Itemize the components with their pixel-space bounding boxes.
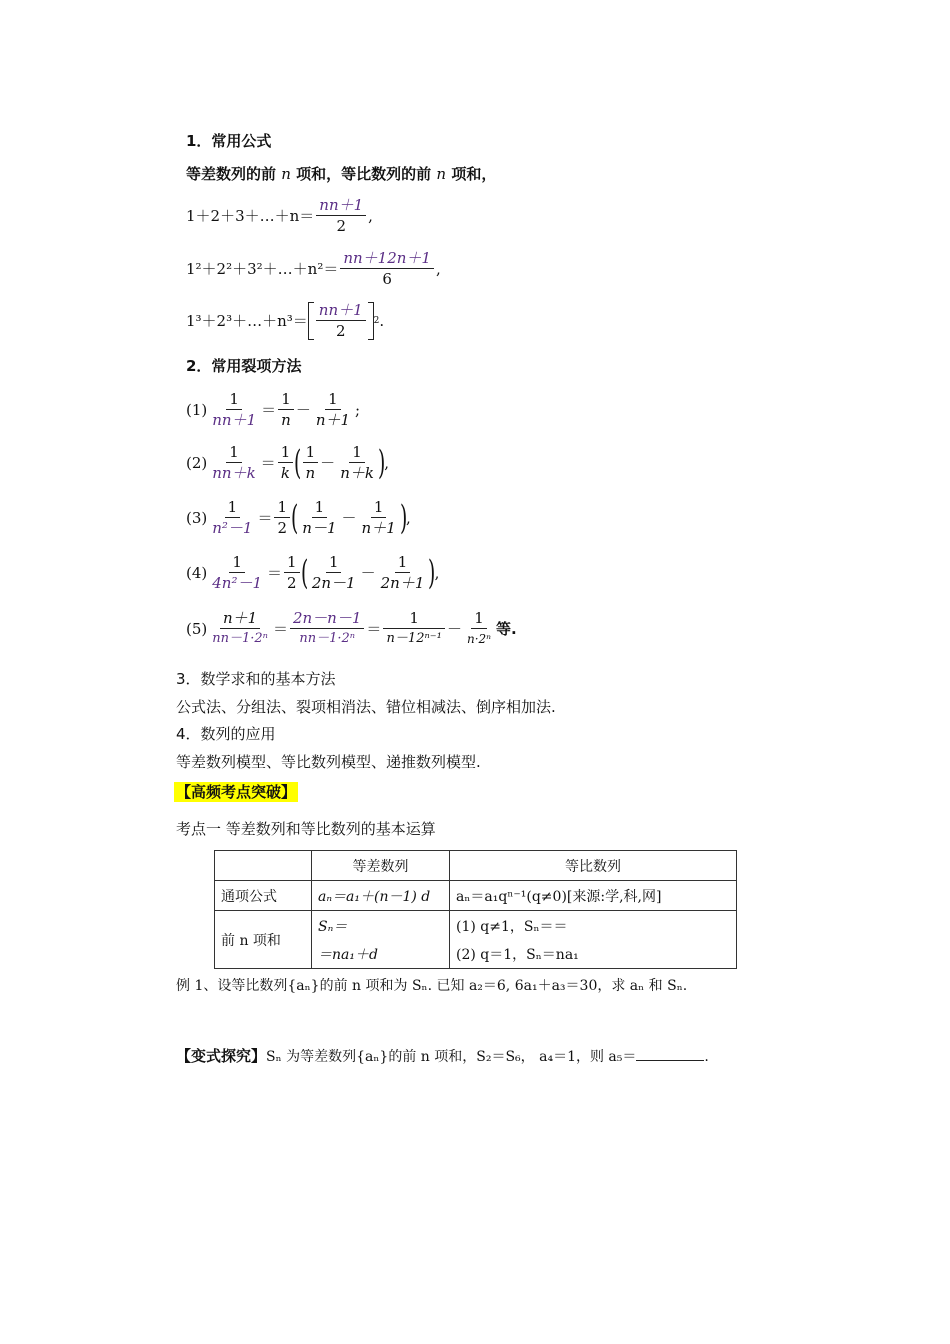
formula-sum-n: 1＋2＋3＋…＋n＝ $\frac{nn+1}{2}$ , (186, 196, 373, 235)
example-1: 例 1、设等比数列{aₙ}的前 n 项和为 Sₙ. 已知 a₂＝6, 6a₁＋a₃＝30，求 aₙ 和 Sₙ. (176, 978, 688, 994)
key-point-1: 考点一 等差数列和等比数列的基本运算 (176, 820, 436, 838)
split-formula-4: (4) $\frac{1}{\text{4n²－1}}$ ＝ $\frac{1}{2}$ ( $\frac{1}{2n-1}$ － $\frac{1}{2n+1}$ ) , (186, 552, 440, 593)
row-label-general-term: 通项公式 (215, 881, 312, 911)
variant-exploration: 【变式探究】Sₙ 为等差数列{aₙ}的前 n 项和，S₂＝S₆， a₄＝1，则 a₅＝ . (176, 1047, 709, 1065)
highlight-heading: 【高频考点突破】 (176, 783, 297, 801)
section-2-heading: 2．常用裂项方法 (186, 357, 302, 375)
formula-sum-cubes: 1³＋2³＋…＋n³＝ $\frac{nn+1}{2}$ 2 . (186, 301, 385, 340)
section-3-heading: 3．数学求和的基本方法 (176, 670, 336, 688)
split-formula-1: (1) $\frac{1}{nn+1}$ ＝ $\frac{1}{n}$ － $\frac{1}{n+1}$ ; (186, 390, 361, 429)
section-1-intro: 等差数列的前 n 项和，等比数列的前 n 项和， (186, 165, 497, 183)
section-4-heading: 4．数列的应用 (176, 725, 276, 743)
section-4-body: 等差数列模型、等比数列模型、递推数列模型. (176, 753, 481, 771)
geometric-general-term: aₙ＝a₁qⁿ⁻¹(q≠0)[来源:学,科,网] (450, 881, 737, 911)
arithmetic-general-term: aₙ＝a₁＋(n－1) d (312, 881, 450, 911)
split-formula-2: (2) $\frac{1}{nn+k}$ ＝ $\frac{1}{k}$ ( $\frac{1}{n}$ － $\frac{1}{n+k}$ ) , (186, 442, 389, 483)
row-label-sum: 前 n 项和 (215, 911, 312, 969)
answer-blank[interactable] (636, 1048, 704, 1061)
formula-table (214, 850, 737, 969)
col-header-geometric: 等比数列 (450, 851, 737, 881)
geometric-sum: (1) q≠1，Sₙ＝＝ (2) q＝1，Sₙ＝na₁ (450, 911, 737, 969)
split-formula-3: (3) $\frac{1}{\text{n²－1}}$ ＝ $\frac{1}{2}$ ( $\frac{1}{n-1}$ － $\frac{1}{n+1}$ ) , (186, 497, 411, 538)
section-1-heading: 1．常用公式 (186, 132, 272, 150)
col-header-arithmetic: 等差数列 (312, 851, 450, 881)
section-3-body: 公式法、分组法、裂项相消法、错位相减法、倒序相加法. (176, 698, 556, 716)
arithmetic-sum: Sₙ＝ ＝na₁＋d (312, 911, 450, 969)
split-formula-5: (5) $\frac{n+1}{\text{nn－1·2ⁿ}}$ ＝ $\frac{2n-n-1}{\text{nn－1·2ⁿ}}$ ＝ $\frac{1}{\text{n－12ⁿ⁻¹}}$ － $\frac{1}{\text{n·2ⁿ}}$ 等. (186, 609, 517, 646)
formula-sum-squares: 1²＋2²＋3²＋…＋n²＝ $\frac{nn+12n+1}{6}$ , (186, 249, 441, 288)
